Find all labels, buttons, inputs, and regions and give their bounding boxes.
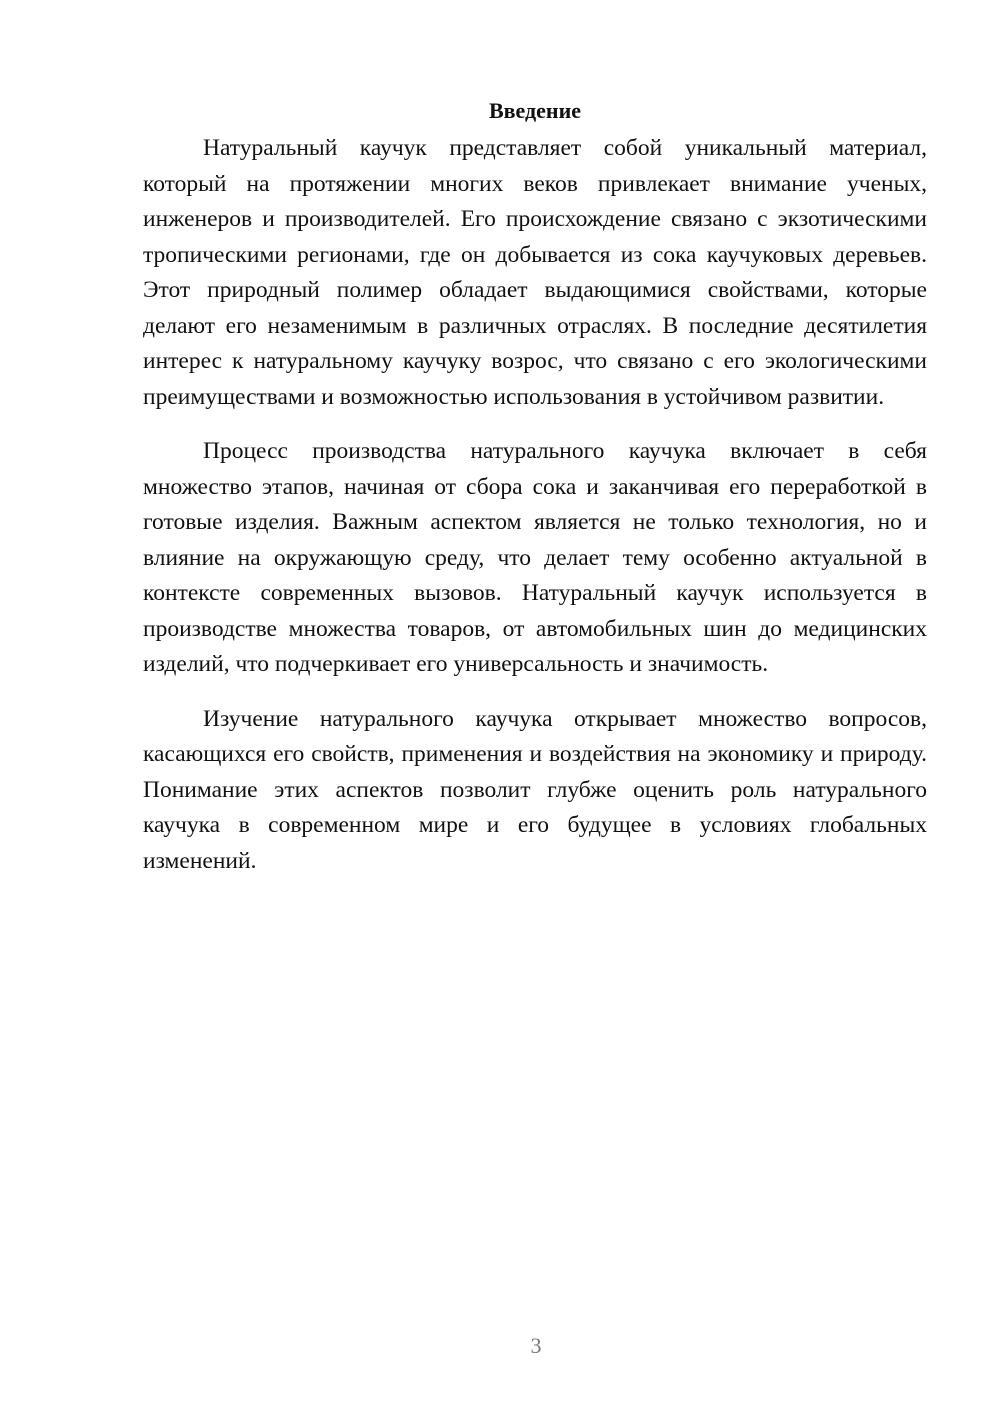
page-number: 3 (530, 1333, 542, 1358)
section-heading: Введение (488, 98, 582, 123)
page-content (143, 93, 927, 898)
paragraph-3: Изучение натурального каучука открывает множество вопросов, касающихся его свойств, применения и воздействия на экономику и природу. Понимание этих аспектов позволит глубже оценить роль натурального каучука в современном мире и его будущее в условиях глобальных изменений. (143, 705, 927, 874)
paragraph-1: Натуральный каучук представляет собой уникальный материал, который на протяжении многих веков привлекает внимание ученых, инженеров и производителей. Его происхождение связано с экзотическими тропическими регионами, где он добывается из сока каучуковых деревьев. Этот природный полимер обладает выдающимися свойствами, которые делают его незаменимым в различных отраслях. В последние десятилетия интерес к натуральному каучуку возрос, что связано с его экологическими преимуществами и возможностью использования в устойчивом развитии. (143, 135, 927, 410)
paragraph-2: Процесс производства натурального каучука включает в себя множество этапов, начиная от сбора сока и заканчивая его переработкой в готовые изделия. Важным аспектом является не только технология, но и влияние на окружающую среду, что делает тему особенно актуальной в контексте современных вызовов. Натуральный каучук используется в производстве множества товаров, от автомобильных шин до медицинских изделий, что подчеркивает его универсальность и значимость. (143, 438, 927, 677)
